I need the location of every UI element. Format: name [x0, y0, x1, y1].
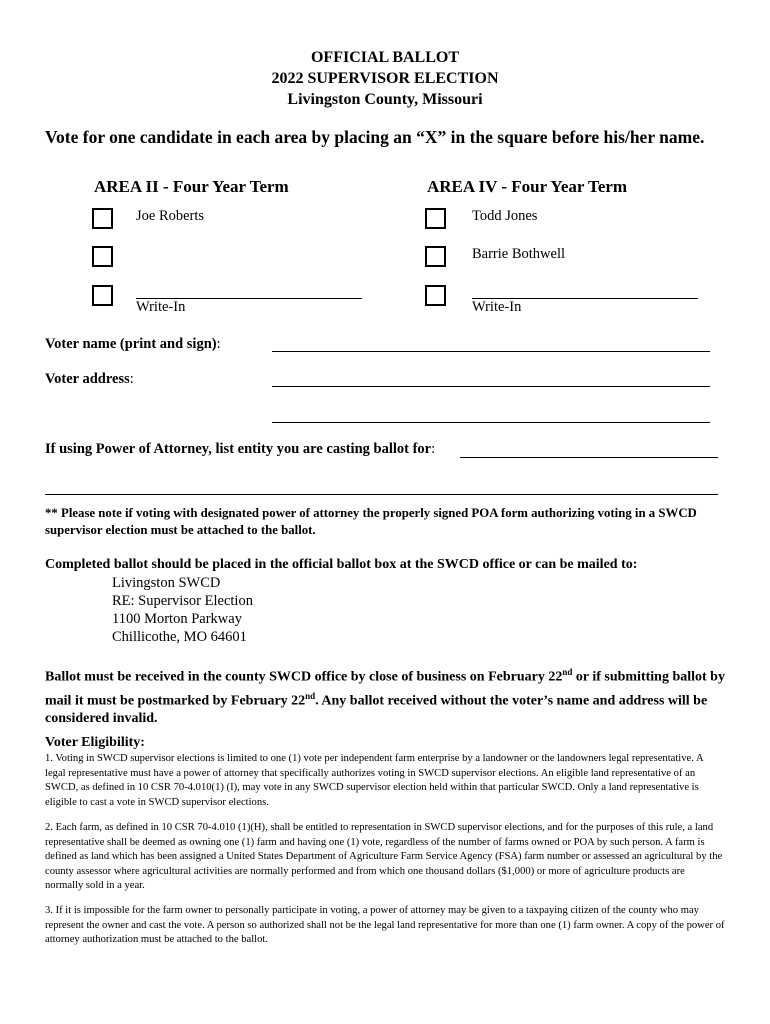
county-title: Livingston County, Missouri — [287, 91, 483, 108]
mailing-address-line-1: Livingston SWCD — [112, 575, 221, 591]
area-iv-checkbox-1[interactable] — [425, 208, 446, 229]
area-iv-title: AREA IV - Four Year Term — [427, 177, 628, 196]
poa-label: If using Power of Attorney, list entity you are casting ballot for: — [45, 441, 436, 457]
mailing-address-line-4: Chillicothe, MO 64601 — [112, 629, 247, 645]
eligibility-rule-3: 3. If it is impossible for the farm owner to personally participate in voting, a power of attorney may be given to a taxpaying citizen of the county who may represent the owner and cast the vote. A person so authorized shall not be the legal land representative for more than one (1) farm owner. A copy of the power of attorney authorization must be attached to the ballot. — [45, 905, 725, 945]
voter-address-field-1[interactable] — [272, 368, 710, 386]
area-ii-title: AREA II - Four Year Term — [94, 177, 289, 196]
area-iv-writein-field[interactable] — [472, 280, 698, 298]
voter-name-field[interactable] — [272, 333, 710, 351]
area-ii-writein-label: Write-In — [136, 299, 186, 315]
eligibility-title: Voter Eligibility: — [45, 735, 145, 750]
poa-entity-line-2 — [45, 494, 718, 495]
ballot-title: OFFICIAL BALLOT — [310, 49, 460, 66]
voting-instructions: Vote for one candidate in each area by placing an “X” in the square before his/her name. — [45, 127, 705, 147]
area-ii-candidate-1: Joe Roberts — [136, 208, 205, 224]
eligibility-rule-2: 2. Each farm, as defined in 10 CSR 70-4.010 (1)(H), shall be entitled to representation in SWCD supervisor elections, and for the purposes of this rule, a land representative shall be deemed as owning one (1) farm and having one (1) vote, regardless of the number of farms owned or POA by such person. A farm is defined as land which has been assigned a United States Department of Agriculture Farm Service Agency (FSA) farm number or assessed an agricultural by the county assessor where agricultural activities are normally performed and from which one thousand dollars ($1,000) or more of agriculture products are normally sold in a year. — [45, 822, 723, 891]
voter-address-field-2[interactable] — [272, 404, 710, 422]
voter-name-label: Voter name (print and sign): — [45, 336, 221, 352]
area-iv-checkbox-2[interactable] — [425, 246, 446, 267]
area-iv-candidate-1: Todd Jones — [472, 208, 538, 224]
area-iv-writein-checkbox[interactable] — [425, 285, 446, 306]
mailing-instructions: Completed ballot should be placed in the official ballot box at the SWCD office or can be mailed to: — [45, 557, 638, 572]
deadline-notice: Ballot must be received in the county SWCD office by close of business on February 22nd or if submitting ballot by mail it must be postmarked by February 22nd. Any ballot received without the voter’s name and address will be considered invalid. — [45, 667, 725, 727]
election-title: 2022 SUPERVISOR ELECTION — [271, 70, 499, 87]
area-iv-writein-label: Write-In — [472, 299, 522, 315]
poa-entity-line — [460, 457, 718, 458]
area-ii-writein-checkbox[interactable] — [92, 285, 113, 306]
poa-entity-field-2[interactable] — [45, 476, 718, 494]
voter-address-line-1 — [272, 386, 710, 387]
area-iv-candidate-2: Barrie Bothwell — [472, 246, 566, 262]
area-ii-writein-field[interactable] — [136, 280, 362, 298]
area-ii-checkbox-2[interactable] — [92, 246, 113, 267]
poa-entity-field[interactable] — [460, 439, 718, 457]
area-ii-checkbox-1[interactable] — [92, 208, 113, 229]
voter-address-label: Voter address: — [45, 371, 134, 387]
mailing-address-line-2: RE: Supervisor Election — [112, 593, 253, 609]
voter-address-line-2 — [272, 422, 710, 423]
eligibility-rule-1: 1. Voting in SWCD supervisor elections is limited to one (1) vote per independent farm enterprise by a landowner or the landowners legal representative. A legal representative must have a power of attorney that specifically authorizes voting in SWCD supervisor elections. An eligible land representative of an SWCD, as defined in 10 CSR 70-4.010(1) (I), may vote in any SWCD supervisor election held within that particular SWCD. Only a land representative is eligible to cast a vote in SWCD supervisor elections. — [45, 753, 704, 808]
voter-name-line — [272, 351, 710, 352]
mailing-address-line-3: 1100 Morton Parkway — [112, 611, 242, 627]
poa-note: ** Please note if voting with designated power of attorney the properly signed POA form authorizing voting in a SWCD supervisor election must be attached to the ballot. — [45, 506, 697, 537]
